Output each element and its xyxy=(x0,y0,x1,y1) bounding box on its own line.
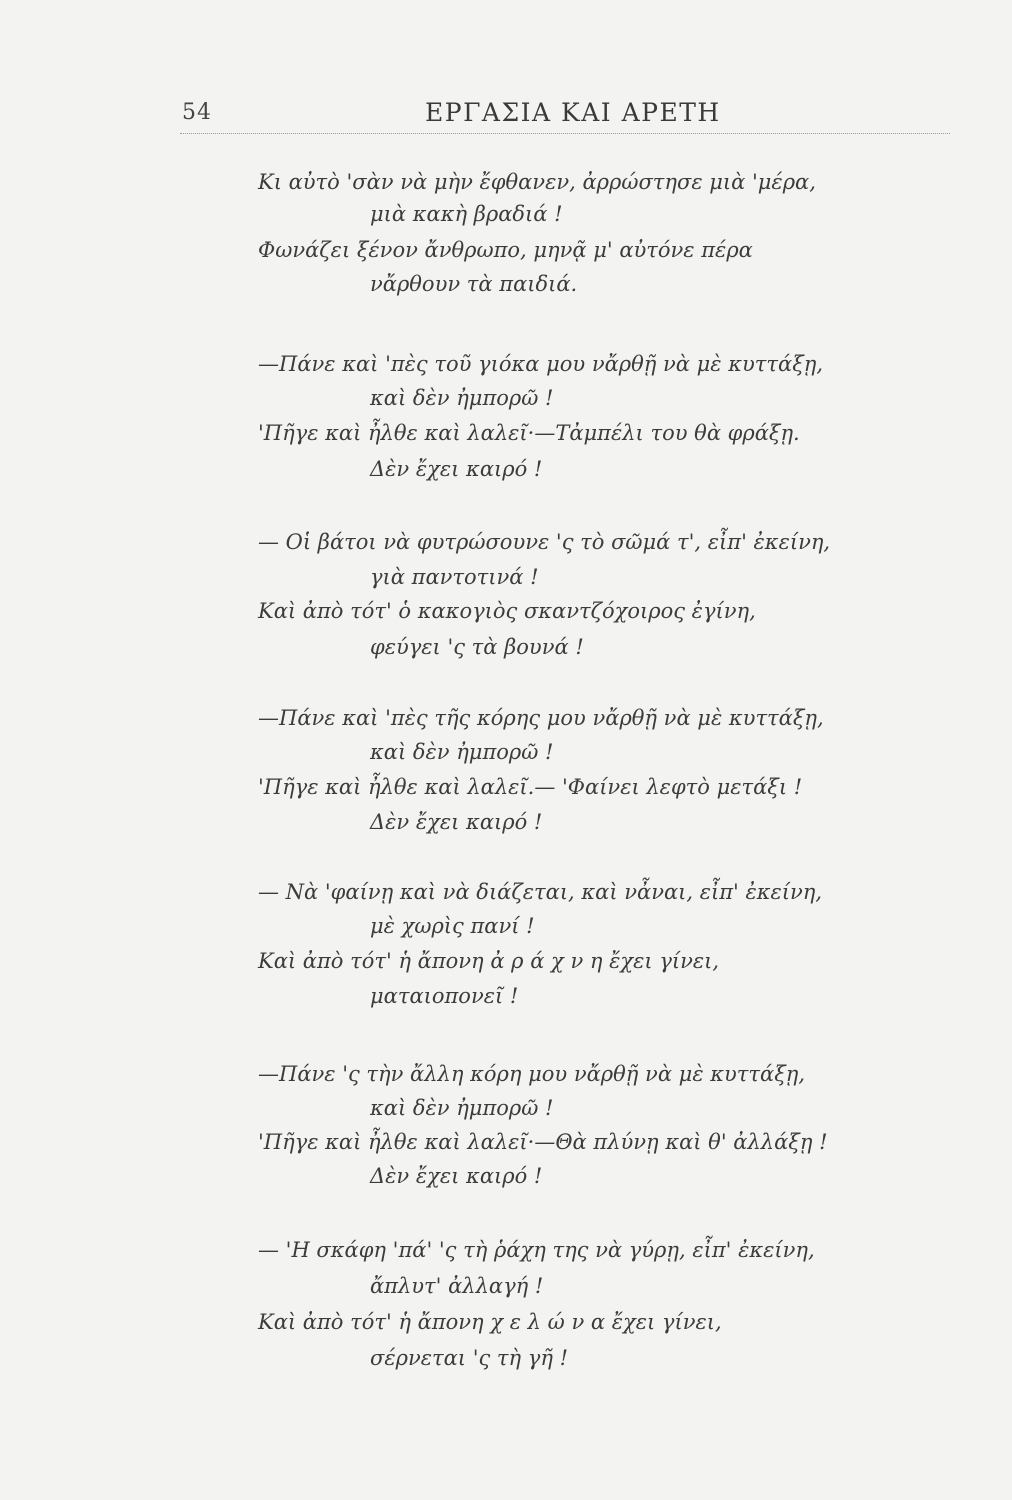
poem-line: ἄπλυτ' ἀλλαγή ! xyxy=(370,1274,544,1298)
poem-line: 'Πῆγε καὶ ἦλθε καὶ λαλεῖ.— 'Φαίνει λεφτὸ μετάξι ! xyxy=(258,775,803,799)
poem-line: Κι αὐτὸ 'σὰν νὰ μὴν ἔφθανεν, ἀρρώστησε μιὰ 'μέρα, xyxy=(258,170,816,194)
poem-line: ματαιοπονεῖ ! xyxy=(370,984,519,1008)
running-title: ΕΡΓΑΣΙΑ ΚΑΙ ΑΡΕΤΗ xyxy=(425,98,721,127)
poem-line: καὶ δὲν ἠμπορῶ ! xyxy=(370,1096,554,1120)
poem-line: Δὲν ἔχει καιρό ! xyxy=(370,457,543,481)
poem-line: Καὶ ἀπὸ τότ' ἡ ἄπονη ἀ ρ ά χ ν η ἔχει γίνει, xyxy=(258,949,720,973)
poem-line: — Νὰ 'φαίνῃ καὶ νὰ διάζεται, καὶ νἆναι, εἶπ' ἐκείνη, xyxy=(258,880,823,904)
poem-line: Δὲν ἔχει καιρό ! xyxy=(370,1164,543,1188)
page-number: 54 xyxy=(182,100,212,125)
poem-line: —Πάνε καὶ 'πὲς τοῦ γιόκα μου νἄρθῇ νὰ μὲ κυττάξῃ, xyxy=(258,352,824,376)
poem-line: μὲ χωρὶς πανί ! xyxy=(370,914,535,938)
poem-line: Καὶ ἀπὸ τότ' ὁ κακογιὸς σκαντζόχοιρος ἐγίνη, xyxy=(258,599,756,623)
poem-line: Δὲν ἔχει καιρό ! xyxy=(370,810,543,834)
poem-line: καὶ δὲν ἠμπορῶ ! xyxy=(370,740,554,764)
poem-line: —Πάνε καὶ 'πὲς τῆς κόρης μου νἄρθῇ νὰ μὲ κυττάξῃ, xyxy=(258,706,824,730)
poem-line: φεύγει 'ς τὰ βουνά ! xyxy=(370,635,584,659)
poem-line: 'Πῆγε καὶ ἦλθε καὶ λαλεῖ·—Θὰ πλύνῃ καὶ θ' ἀλλάξῃ ! xyxy=(258,1130,828,1154)
poem-line: σέρνεται 'ς τὴ γῆ ! xyxy=(370,1346,569,1370)
poem-line: νἄρθουν τὰ παιδιά. xyxy=(370,272,578,296)
poem-line: μιὰ κακὴ βραδιά ! xyxy=(370,202,563,226)
poem-line: 'Πῆγε καὶ ἦλθε καὶ λαλεῖ·—Τἀμπέλι του θὰ φράξῃ. xyxy=(258,421,800,445)
poem-line: Φωνάζει ξένον ἄνθρωπο, μηνᾷ μ' αὐτόνε πέρα xyxy=(258,238,753,262)
poem-line: καὶ δὲν ἠμπορῶ ! xyxy=(370,386,554,410)
poem-line: γιὰ παντοτινά ! xyxy=(370,565,539,589)
poem-line: — Οἱ βάτοι νὰ φυτρώσουνε 'ς τὸ σῶμά τ', εἶπ' ἐκείνη, xyxy=(258,530,831,554)
poem-line: Καὶ ἀπὸ τότ' ἡ ἄπονη χ ε λ ώ ν α ἔχει γίνει, xyxy=(258,1310,722,1334)
poem-line: — 'Η σκάφη 'πά' 'ς τὴ ῥάχη της νὰ γύρῃ, εἶπ' ἐκείνη, xyxy=(258,1238,815,1262)
poem-line: —Πάνε 'ς τὴν ἄλλη κόρη μου νἄρθῇ νὰ μὲ κυττάξῃ, xyxy=(258,1062,806,1086)
